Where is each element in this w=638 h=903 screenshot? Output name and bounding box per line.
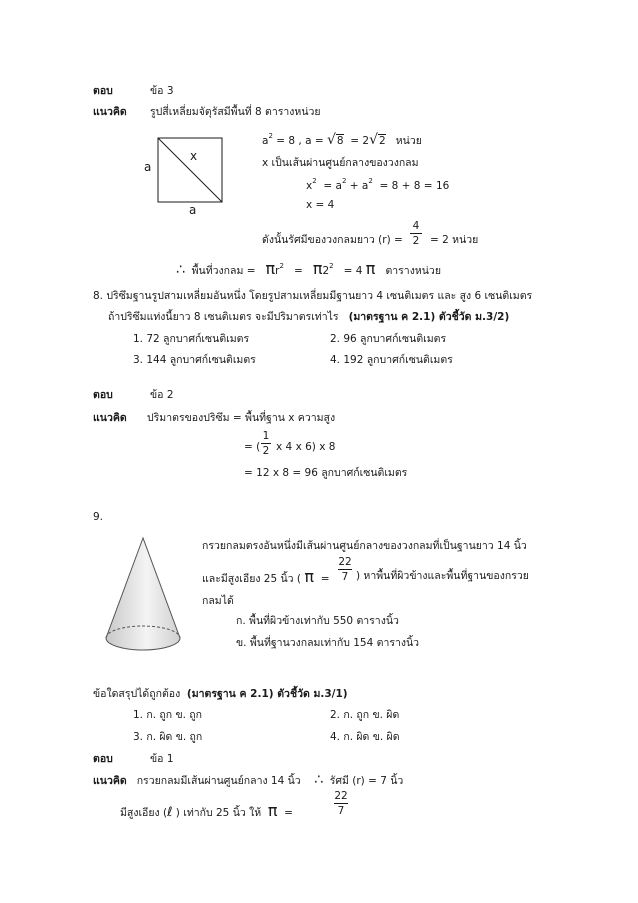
idea-label: แนวคิด <box>93 106 127 118</box>
q8-eq1-tail: x 4 x 6) x 8 <box>276 441 336 453</box>
answer-value: ข้อ 1 <box>150 753 174 765</box>
q8-choice-2: 2. 96 ลูกบาศก์เซนติเมตร <box>330 333 447 345</box>
q9-eq1: มีสูงเอียง (ℓ ) เท่ากับ 25 นิ้ว ให้ π = <box>120 801 293 820</box>
eq-x-diameter: x เป็นเส้นผ่านศูนย์กลางของวงกลม <box>262 157 419 169</box>
eq-x-squared: $x^2 = a^2 + a^2 = 8 + 8 = 16$ <box>306 177 450 192</box>
idea-label: แนวคิด <box>93 412 127 424</box>
q8-choice-4: 4. 192 ลูกบาศก์เซนติเมตร <box>330 354 453 366</box>
half-fraction: 1 2 <box>262 430 270 457</box>
diagonal-x: x <box>190 149 198 163</box>
q9-choice-2: 2. ก. ถูก ข. ผิด <box>330 709 400 721</box>
q8-choice-1: 1. 72 ลูกบาศก์เซนติเมตร <box>133 333 250 345</box>
q8-eq1-pre: = ( <box>244 441 261 453</box>
eq-circle-area: ∴ พื้นที่วงกลม = $\pi r^2$ = $\pi 2^2$ = 4 π ตารางหน่วย <box>176 259 441 278</box>
eq-radius-text: ดังนั้นรัศมีของวงกลมยาว (r) = <box>262 234 403 246</box>
idea-text: ปริมาตรของปริซึม = พื้นที่ฐาน x ความสูง <box>147 412 336 424</box>
q9-line2: และมีสูงเอียง 25 นิ้ว ( π = <box>202 567 330 586</box>
q9-idea: แนวคิด กรวยกลมมีเส้นผ่านศูนย์กลาง 14 นิ้ว ∴ รัศมี (r) = 7 นิ้ว <box>93 772 404 788</box>
answer-value: ข้อ 2 <box>150 389 174 401</box>
q9-choice-4: 4. ก. ผิด ข. ผิด <box>330 731 400 743</box>
q9-conclusion: ข้อใดสรุปได้ถูกต้อง (มาตรฐาน ค 2.1) ตัวชี้วัด ม.3/1) <box>93 688 348 700</box>
q9-number: 9. <box>93 511 104 523</box>
q9-line2c: ) หาพื้นที่ผิวข้างและพื้นที่ฐานของกรวย <box>356 570 529 582</box>
q9-statement-ka: ก. พื้นที่ผิวข้างเท่ากับ 550 ตารางนิ้ว <box>236 615 399 627</box>
side-a-bottom: a <box>189 203 197 217</box>
square-diagram <box>138 134 238 214</box>
q8-eq2: = 12 x 8 = 96 ลูกบาศก์เซนติเมตร <box>244 467 408 479</box>
eq-a-squared: $a^2 = 8$ , a = √8 = 2√2 หน่วย <box>262 132 422 148</box>
answer-value: ข้อ 3 <box>150 85 174 97</box>
answer-label: ตอบ <box>93 85 113 97</box>
q9-choice-1: 1. ก. ถูก ข. ถูก <box>133 709 203 721</box>
cone-diagram <box>96 530 190 660</box>
q9-line1: กรวยกลมตรงอันหนึ่งมีเส้นผ่านศูนย์กลางของวงกลมที่เป็นฐานยาว 14 นิ้ว <box>202 540 527 552</box>
q9-line3: กลมได้ <box>202 595 234 607</box>
pi-fraction: 22 7 <box>338 556 352 583</box>
q8-line2: ถ้าปริซึมแท่งนี้ยาว 8 เซนติเมตร จะมีปริมาตรเท่าไร (มาตรฐาน ค 2.1) ตัวชี้วัด ม.3/2) <box>108 311 510 323</box>
q8-choice-3: 3. 144 ลูกบาศก์เซนติเมตร <box>133 354 256 366</box>
q8-line1: 8. ปริซึมฐานรูปสามเหลี่ยมอันหนึ่ง โดยรูปสามเหลี่ยมมีฐานยาว 4 เซนติเมตร และ สูง 6 เซนติเมตร <box>93 290 533 302</box>
idea-text: รูปสี่เหลี่ยมจัตุรัสมีพื้นที่ 8 ตารางหน่วย <box>150 106 321 118</box>
answer-label: ตอบ <box>93 389 113 401</box>
eq-radius-result: = 2 หน่วย <box>430 234 479 246</box>
radius-fraction: 4 2 <box>410 220 422 247</box>
pi-fraction-2: 22 7 <box>334 790 348 817</box>
q9-choice-3: 3. ก. ผิด ข. ถูก <box>133 731 203 743</box>
q9-statement-kho: ข. พื้นที่ฐานวงกลมเท่ากับ 154 ตารางนิ้ว <box>236 637 420 649</box>
side-a-left: a <box>144 160 152 174</box>
eq-x-value: x = 4 <box>306 199 335 211</box>
answer-label: ตอบ <box>93 753 113 765</box>
